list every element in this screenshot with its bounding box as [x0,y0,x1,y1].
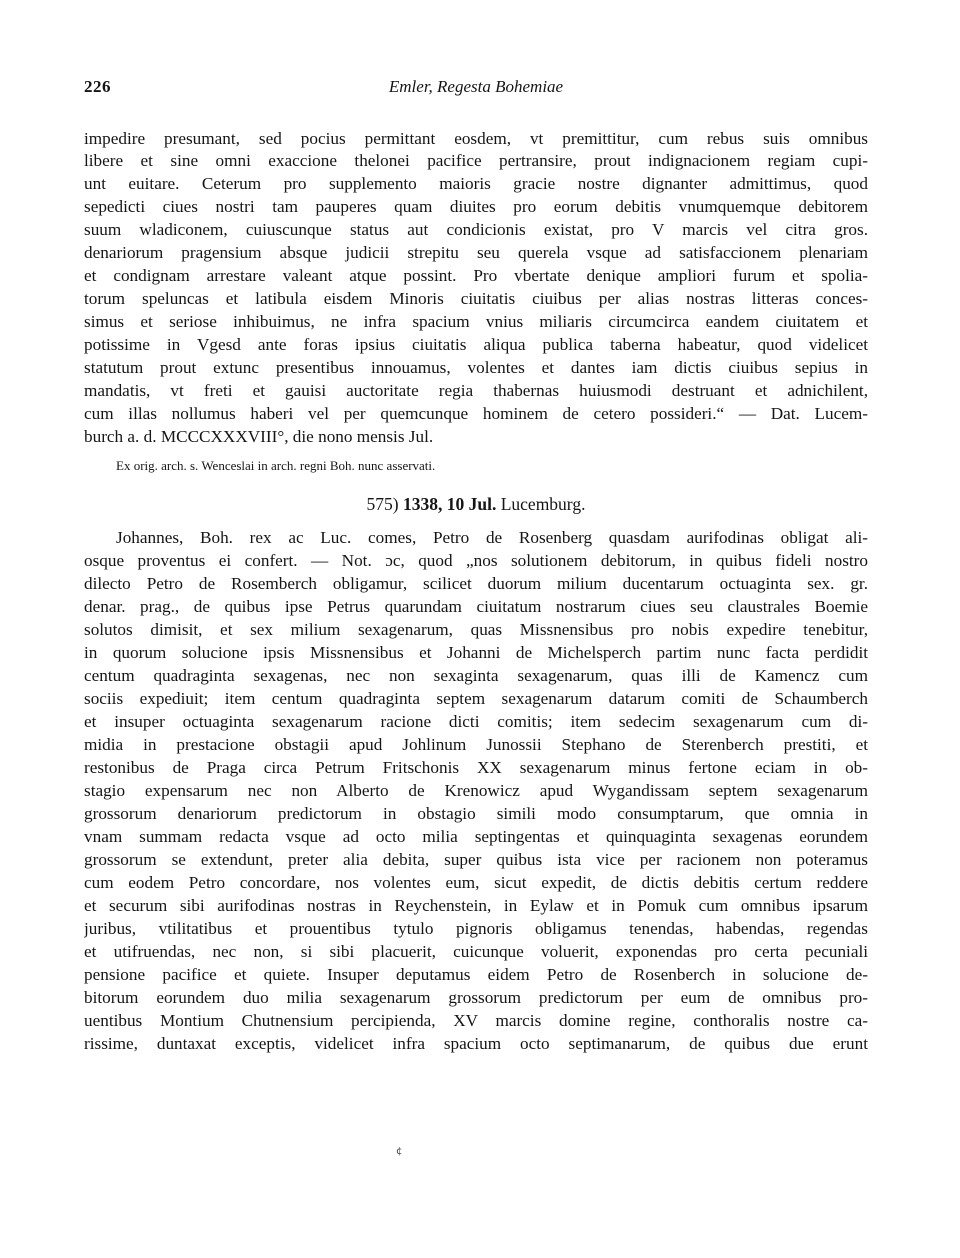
text-line: libere et sine omni exaccione thelonei pacifice pertransire, prout indignacionem regiam cupi- [84,151,868,170]
text-line: burch a. d. MCCCXXXVIII°, die nono mensis Jul. [84,427,434,446]
text-line: juribus, vtilitatibus et prouentibus tytulo pignoris obligamus tenendas, habendas, regendas [84,919,868,938]
text-line: impedire presumant, sed pocius permittant eosdem, vt premittitur, cum rebus suis omnibus [84,129,868,148]
text-line: stagio expensarum nec non Alberto de Krenowicz apud Wygandissam septem sexagenarum [84,781,868,800]
page-header [84,77,868,103]
text-line: rissime, duntaxat exceptis, videlicet infra spacium octo septimanarum, de quibus due erunt [84,1034,868,1053]
text-line: grossorum se extendunt, preter alia debita, super quibus ista vice per racionem non poteramus [84,850,868,869]
source-note: Ex orig. arch. s. Wenceslai in arch. regni Boh. nunc asservati. [116,458,436,473]
entry-date: 1338, 10 Jul. [402,494,497,514]
text-line: midia in prestacione obstagii apud Johlinum Junossii Stephano de Sterenberch prestiti, et [84,735,868,754]
text-line: unt euitare. Ceterum pro supplemento maioris gracie nostre dignanter admittimus, quod [84,174,868,193]
text-line: restonibus de Praga circa Petrum Fritschonis XX sexagenarum minus fertone eciam in ob- [84,758,868,777]
text-line: denar. prag., de quibus ipse Petrus quarundam ciuitatum nostrarum ciues seu claustrales Boemie [84,597,868,616]
text-line: cum illas nollumus haberi vel per quemcunque hominem de cetero possideri.“ — Dat. Lucem- [84,404,868,423]
text-line: mandatis, vt freti et gauisi auctoritate regia thabernas huiusmodi destruant et adnichilent, [84,381,868,400]
text-line: solutos dimisit, et sex milium sexagenarum, quas Missnensibus pro nobis expedire tenebitur, [84,620,868,639]
entry-place: Lucemburg. [500,494,586,514]
entry-heading [84,493,868,515]
text-line: pensione pacifice et quiete. Insuper deputamus eidem Petro de Rosenberch in solucione de- [84,965,868,984]
text-line: et utifruendas, nec non, si sibi placuerit, cuicunque voluerit, exponendas pro certa pecuniali [84,942,868,961]
footer-mark: ¢ [396,1146,403,1157]
entry-number: 575) [366,494,399,514]
text-line: bitorum eorundem duo milia sexagenarum grossorum predictorum per eum de omnibus pro- [84,988,868,1007]
text-line: dilecto Petro de Rosemberch obligamur, scilicet duorum milium ducentarum octuaginta sex. gr. [84,574,868,593]
text-line: Johannes, Boh. rex ac Luc. comes, Petro de Rosenberg quasdam aurifodinas obligat ali- [116,528,868,547]
text-line: grossorum denariorum predictorum in obstagio simili modo consumptarum, que omnia in [84,804,868,823]
text-line: statutum prout extunc presentibus innouamus, volentes et dantes iam dictis ciuibus sepius in [84,358,868,377]
text-line: denariorum pragensium absque judicii strepitu seu querela vsque ad satisfaccionem plenariam [84,243,868,262]
text-line: centum quadraginta sexagenas, nec non sexaginta sexagenarum, quas illi de Kamencz cum [84,666,868,685]
text-line: vnam summam redacta vsque ad octo milia septingentas et quinquaginta sexagenas eorundem [84,827,868,846]
text-line: sociis expediuit; item centum quadraginta septem sexagenarum datarum comiti de Schaumberch [84,689,868,708]
text-line: uentibus Montium Chutnensium percipienda, XV marcis domine regine, conthoralis nostre ca- [84,1011,868,1030]
text-line: osque proventus ei confert. — Not. ɔc, quod „nos solutionem debitorum, in quibus fideli nostro [84,551,868,570]
text-line: suum wladiconem, cuiuscunque status aut condicionis existat, pro V marcis vel citra gros. [84,220,868,239]
text-line: in quorum solucione ipsis Missnensibus et Johanni de Michelsperch partim nunc facta perdidit [84,643,868,662]
text-line: et insuper octuaginta sexagenarum racione dicti comitis; item sedecim sexagenarum cum di- [84,712,868,731]
text-line: sepedicti ciues nostri tam pauperes quam diuites pro eorum debitis vnumquemque debitorem [84,197,868,216]
text-line: cum eodem Petro concordare, nos volentes eum, sicut expedit, de dictis debitis certum reddere [84,873,868,892]
text-line: et securum sibi aurifodinas nostras in Reychenstein, in Eylaw et in Pomuk cum omnibus ipsarum [84,896,868,915]
running-title: Emler, Regesta Bohemiae [388,77,564,96]
text-line: torum speluncas et latibula eisdem Minoris ciuitatis ciuibus per alias nostras litteras conces- [84,289,868,308]
page-number: 226 [84,77,111,96]
text-line: simus et seriose inhibuimus, ne infra spacium vnius miliaris circumcirca eandem ciuitatem et [84,312,868,331]
text-line: et condignam arrestare valeant atque possint. Pro vbertate denique ampliori furum et spolia- [84,266,868,285]
text-line: potissime in Vgesd ante foras ipsius ciuitatis aliqua publica taberna habeatur, quod videlicet [84,335,868,354]
